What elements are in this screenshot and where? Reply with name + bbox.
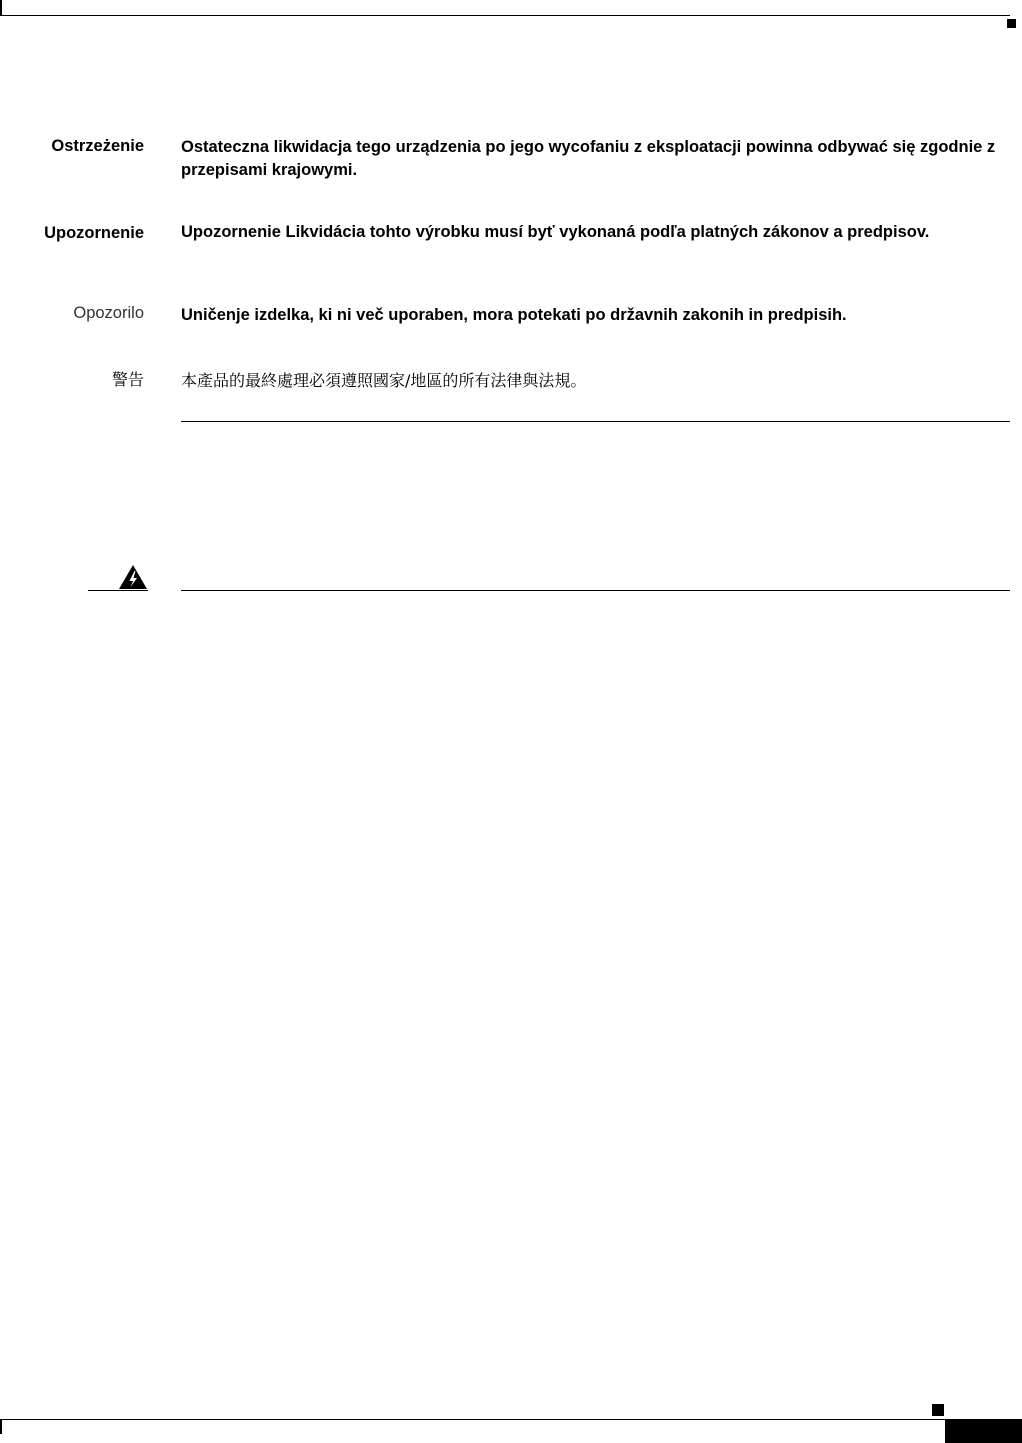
warning-text-polish: Ostateczna likwidacja tego urządzenia po jego wycofaniu z eksploatacji powinna odbywać się zgodnie z przepisami krajowymi. (181, 138, 996, 179)
warning-text-chinese: 本產品的最終處理必須遵照國家/地區的所有法律與法規。 (181, 371, 587, 390)
bottom-left-tick (0, 1420, 2, 1434)
icon-underline (88, 590, 148, 591)
warning-label-slovak: Upozornenie (44, 224, 144, 242)
warning-icon (118, 564, 148, 590)
page-number-tab (945, 1420, 1022, 1443)
top-border-line (0, 15, 1010, 16)
bottom-right-square (932, 1404, 944, 1416)
warning-label-chinese: 警告 (111, 370, 144, 389)
warning-label-slovenian: Opozorilo (73, 304, 144, 322)
section-divider (181, 421, 1010, 422)
warning-text-slovak: Upozornenie Likvidácia tohto výrobku musí byť vykonaná podľa platných zákonov a predpisov. (181, 223, 930, 241)
top-left-tick (0, 0, 2, 16)
warning-label-polish: Ostrzeżenie (51, 137, 144, 155)
warning-block-rule (181, 590, 1010, 591)
bottom-border-line (0, 1419, 1022, 1420)
top-right-square (1007, 19, 1016, 28)
warning-text-slovenian: Uničenje izdelka, ki ni več uporaben, mora potekati po državnih zakonih in predpisih. (181, 306, 847, 324)
